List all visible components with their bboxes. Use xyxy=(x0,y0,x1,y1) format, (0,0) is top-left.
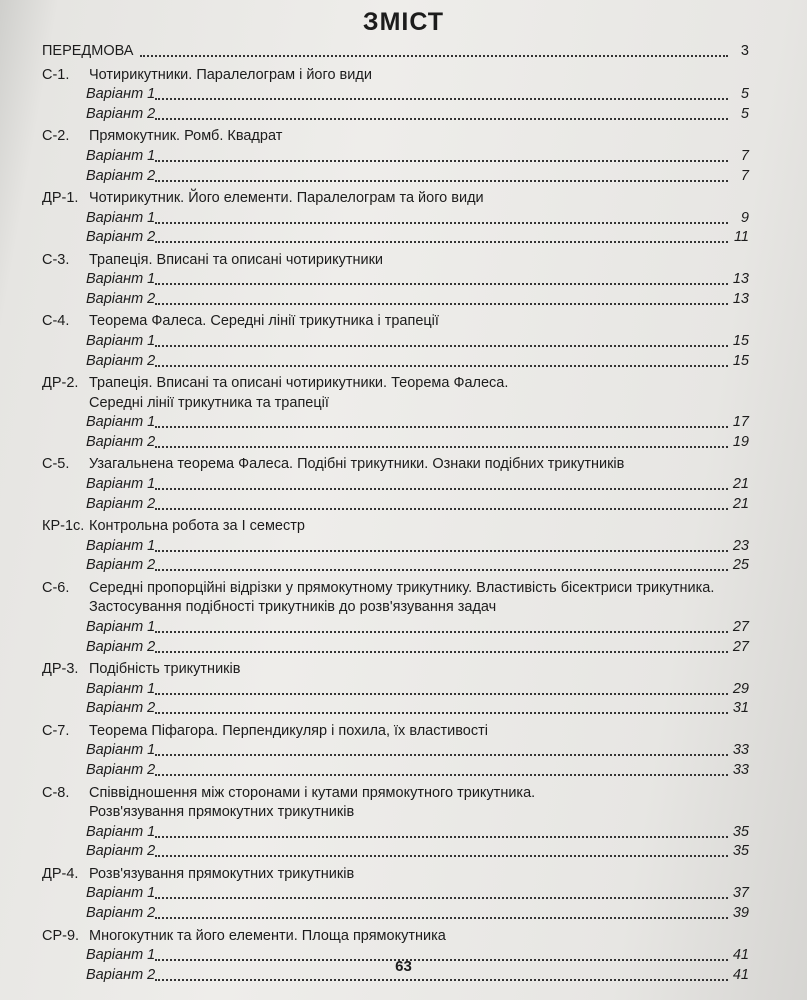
dot-leader xyxy=(155,631,728,633)
page-ref: 21 xyxy=(732,495,749,512)
variant-label: Варіант 2 xyxy=(86,290,156,307)
variant-label: Варіант 1 xyxy=(86,333,156,349)
dot-leader xyxy=(155,488,728,490)
variant-label: Варіант 2 xyxy=(86,700,156,717)
variant-label: Варіант 2 xyxy=(86,105,156,122)
page-ref: 33 xyxy=(732,762,749,778)
section-title: Середні лінії трикутника та трапеції xyxy=(89,394,329,411)
variant-label: Варіант 2 xyxy=(86,966,156,983)
dot-leader xyxy=(155,569,728,571)
section-title: Чотирикутник. Його елементи. Паралелограм та його види xyxy=(89,190,484,206)
variant-label: Варіант 2 xyxy=(86,167,156,184)
variant-row xyxy=(0,902,807,924)
dot-leader xyxy=(155,836,728,838)
dot-leader xyxy=(155,693,728,695)
variant-label: Варіант 1 xyxy=(86,537,156,554)
variant-label: Варіант 2 xyxy=(86,229,156,246)
variant-label: Варіант 2 xyxy=(86,638,156,655)
dot-leader xyxy=(155,98,728,100)
section-title: Подібність трикутників xyxy=(89,661,241,678)
dot-leader xyxy=(155,345,728,347)
variant-row xyxy=(0,165,807,187)
dot-leader xyxy=(155,508,728,510)
dot-leader xyxy=(155,446,728,448)
section-title: Застосування подібності трикутників до розв'язування задач xyxy=(89,599,497,616)
page-ref: 13 xyxy=(732,271,749,288)
page-ref: 23 xyxy=(732,537,749,554)
section-title: Многокутник та його елементи. Площа прямокутника xyxy=(89,927,446,944)
section-code: С-8. xyxy=(42,784,70,801)
section-code: С-1. xyxy=(42,66,70,83)
section-title: Прямокутник. Ромб. Квадрат xyxy=(89,128,283,145)
variant-label: Варіант 1 xyxy=(86,742,156,759)
variant-label: Варіант 1 xyxy=(86,619,156,635)
dot-leader xyxy=(155,118,728,120)
variant-row xyxy=(0,226,807,248)
variant-label: Варіант 2 xyxy=(86,352,156,369)
dot-leader xyxy=(155,241,728,243)
toc-entry-preface xyxy=(0,40,807,62)
page-ref: 5 xyxy=(740,86,749,103)
variant-label: Варіант 2 xyxy=(86,905,156,921)
variant-label: Варіант 2 xyxy=(86,495,156,512)
variant-label: Варіант 2 xyxy=(86,433,156,450)
variant-label: Варіант 1 xyxy=(86,86,156,103)
section-code: С-3. xyxy=(42,251,70,268)
dot-leader xyxy=(155,917,728,919)
section-title: Чотирикутники. Паралелограм і його види xyxy=(89,66,372,83)
variant-row xyxy=(0,636,807,658)
dot-leader xyxy=(155,283,728,285)
page-ref: 13 xyxy=(732,290,749,307)
section-title: Трапеція. Вписані та описані чотирикутники xyxy=(89,251,384,268)
dot-leader xyxy=(155,754,728,756)
page-ref: 41 xyxy=(732,947,749,964)
variant-label: Варіант 1 xyxy=(86,147,156,164)
page-heading: ЗМІСТ xyxy=(362,8,445,36)
section-title: Контрольна робота за І семестр xyxy=(89,518,305,535)
variant-label: Варіант 1 xyxy=(86,476,156,492)
page-ref: 7 xyxy=(740,167,749,184)
section-title: Теорема Фалеса. Середні лінії трикутника і трапеції xyxy=(89,313,439,330)
page-ref: 33 xyxy=(732,742,749,759)
variant-label: Варіант 1 xyxy=(86,271,156,288)
variant-label: Варіант 1 xyxy=(86,209,156,226)
dot-leader xyxy=(155,222,728,224)
page-ref: 5 xyxy=(740,105,749,122)
page-ref: 11 xyxy=(733,229,749,246)
section-title: Середні пропорційні відрізки у прямокутному трикутнику. Властивість бісектриси трикутника. xyxy=(89,579,715,596)
page-ref: 19 xyxy=(732,433,749,450)
dot-leader xyxy=(155,550,728,552)
page-ref: 37 xyxy=(732,885,749,902)
section-code: С-7. xyxy=(42,722,70,739)
variant-row xyxy=(0,431,807,453)
dot-leader xyxy=(155,180,728,182)
section-code: С-4. xyxy=(42,313,70,330)
dot-leader xyxy=(155,979,728,981)
variant-row xyxy=(0,759,807,781)
section-title: Співвідношення між сторонами і кутами прямокутного трикутника. xyxy=(89,784,536,801)
dot-leader xyxy=(140,55,728,57)
page-ref: 35 xyxy=(732,823,749,840)
dot-leader xyxy=(155,303,728,305)
dot-leader xyxy=(155,897,728,899)
page-ref: 25 xyxy=(732,557,749,574)
page-ref: 27 xyxy=(732,619,749,635)
section-code: ДР-2. xyxy=(42,375,79,392)
variant-row xyxy=(0,103,807,125)
page-ref: 15 xyxy=(732,333,749,349)
section-title: Трапеція. Вписані та описані чотирикутники. Теорема Фалеса. xyxy=(89,375,509,392)
section-code: С-2. xyxy=(42,128,70,145)
section-title: Розв'язування прямокутних трикутників xyxy=(89,804,355,821)
dot-leader xyxy=(155,365,728,367)
page-ref: 21 xyxy=(732,476,749,492)
section-code: ДР-3. xyxy=(42,661,79,678)
variant-label: Варіант 2 xyxy=(86,557,156,574)
page-ref: 39 xyxy=(732,905,749,921)
variant-label: Варіант 2 xyxy=(86,843,156,860)
variant-label: Варіант 1 xyxy=(86,823,156,840)
section-title: Теорема Піфагора. Перпендикуляр і похила, їх властивості xyxy=(89,722,488,739)
variant-row xyxy=(0,288,807,310)
page-number: 63 xyxy=(395,958,412,975)
page-ref: 31 xyxy=(732,700,749,717)
variant-row xyxy=(0,554,807,576)
section-code: СР-9. xyxy=(42,927,80,944)
variant-label: Варіант 1 xyxy=(86,947,156,964)
section-title: Розв'язування прямокутних трикутників xyxy=(89,865,355,882)
dot-leader xyxy=(155,855,728,857)
page-ref: 41 xyxy=(732,966,749,983)
variant-row xyxy=(0,493,807,515)
variant-row xyxy=(0,840,807,862)
preface-label: ПЕРЕДМОВА xyxy=(42,43,134,59)
page-ref: 15 xyxy=(732,352,749,369)
section-code: КР-1с. xyxy=(42,518,85,535)
variant-row xyxy=(0,350,807,372)
page-ref: 3 xyxy=(740,43,749,59)
dot-leader xyxy=(155,651,728,653)
page-ref: 29 xyxy=(732,680,749,697)
dot-leader xyxy=(155,160,728,162)
dot-leader xyxy=(155,426,728,428)
page-ref: 7 xyxy=(740,147,749,164)
page-ref: 27 xyxy=(732,638,749,655)
page-ref: 35 xyxy=(732,843,749,860)
variant-label: Варіант 1 xyxy=(86,414,156,431)
variant-label: Варіант 1 xyxy=(86,885,156,902)
section-code: ДР-1. xyxy=(42,190,79,206)
dot-leader xyxy=(155,774,728,776)
dot-leader xyxy=(155,712,728,714)
section-code: С-6. xyxy=(42,579,70,596)
section-code: ДР-4. xyxy=(42,865,79,882)
page-ref: 9 xyxy=(740,209,749,226)
section-code: С-5. xyxy=(42,456,70,473)
variant-label: Варіант 2 xyxy=(86,762,156,778)
section-title: Узагальнена теорема Фалеса. Подібні трикутники. Ознаки подібних трикутників xyxy=(89,456,625,473)
page-ref: 17 xyxy=(732,414,749,431)
variant-label: Варіант 1 xyxy=(86,680,156,697)
variant-row xyxy=(0,697,807,719)
